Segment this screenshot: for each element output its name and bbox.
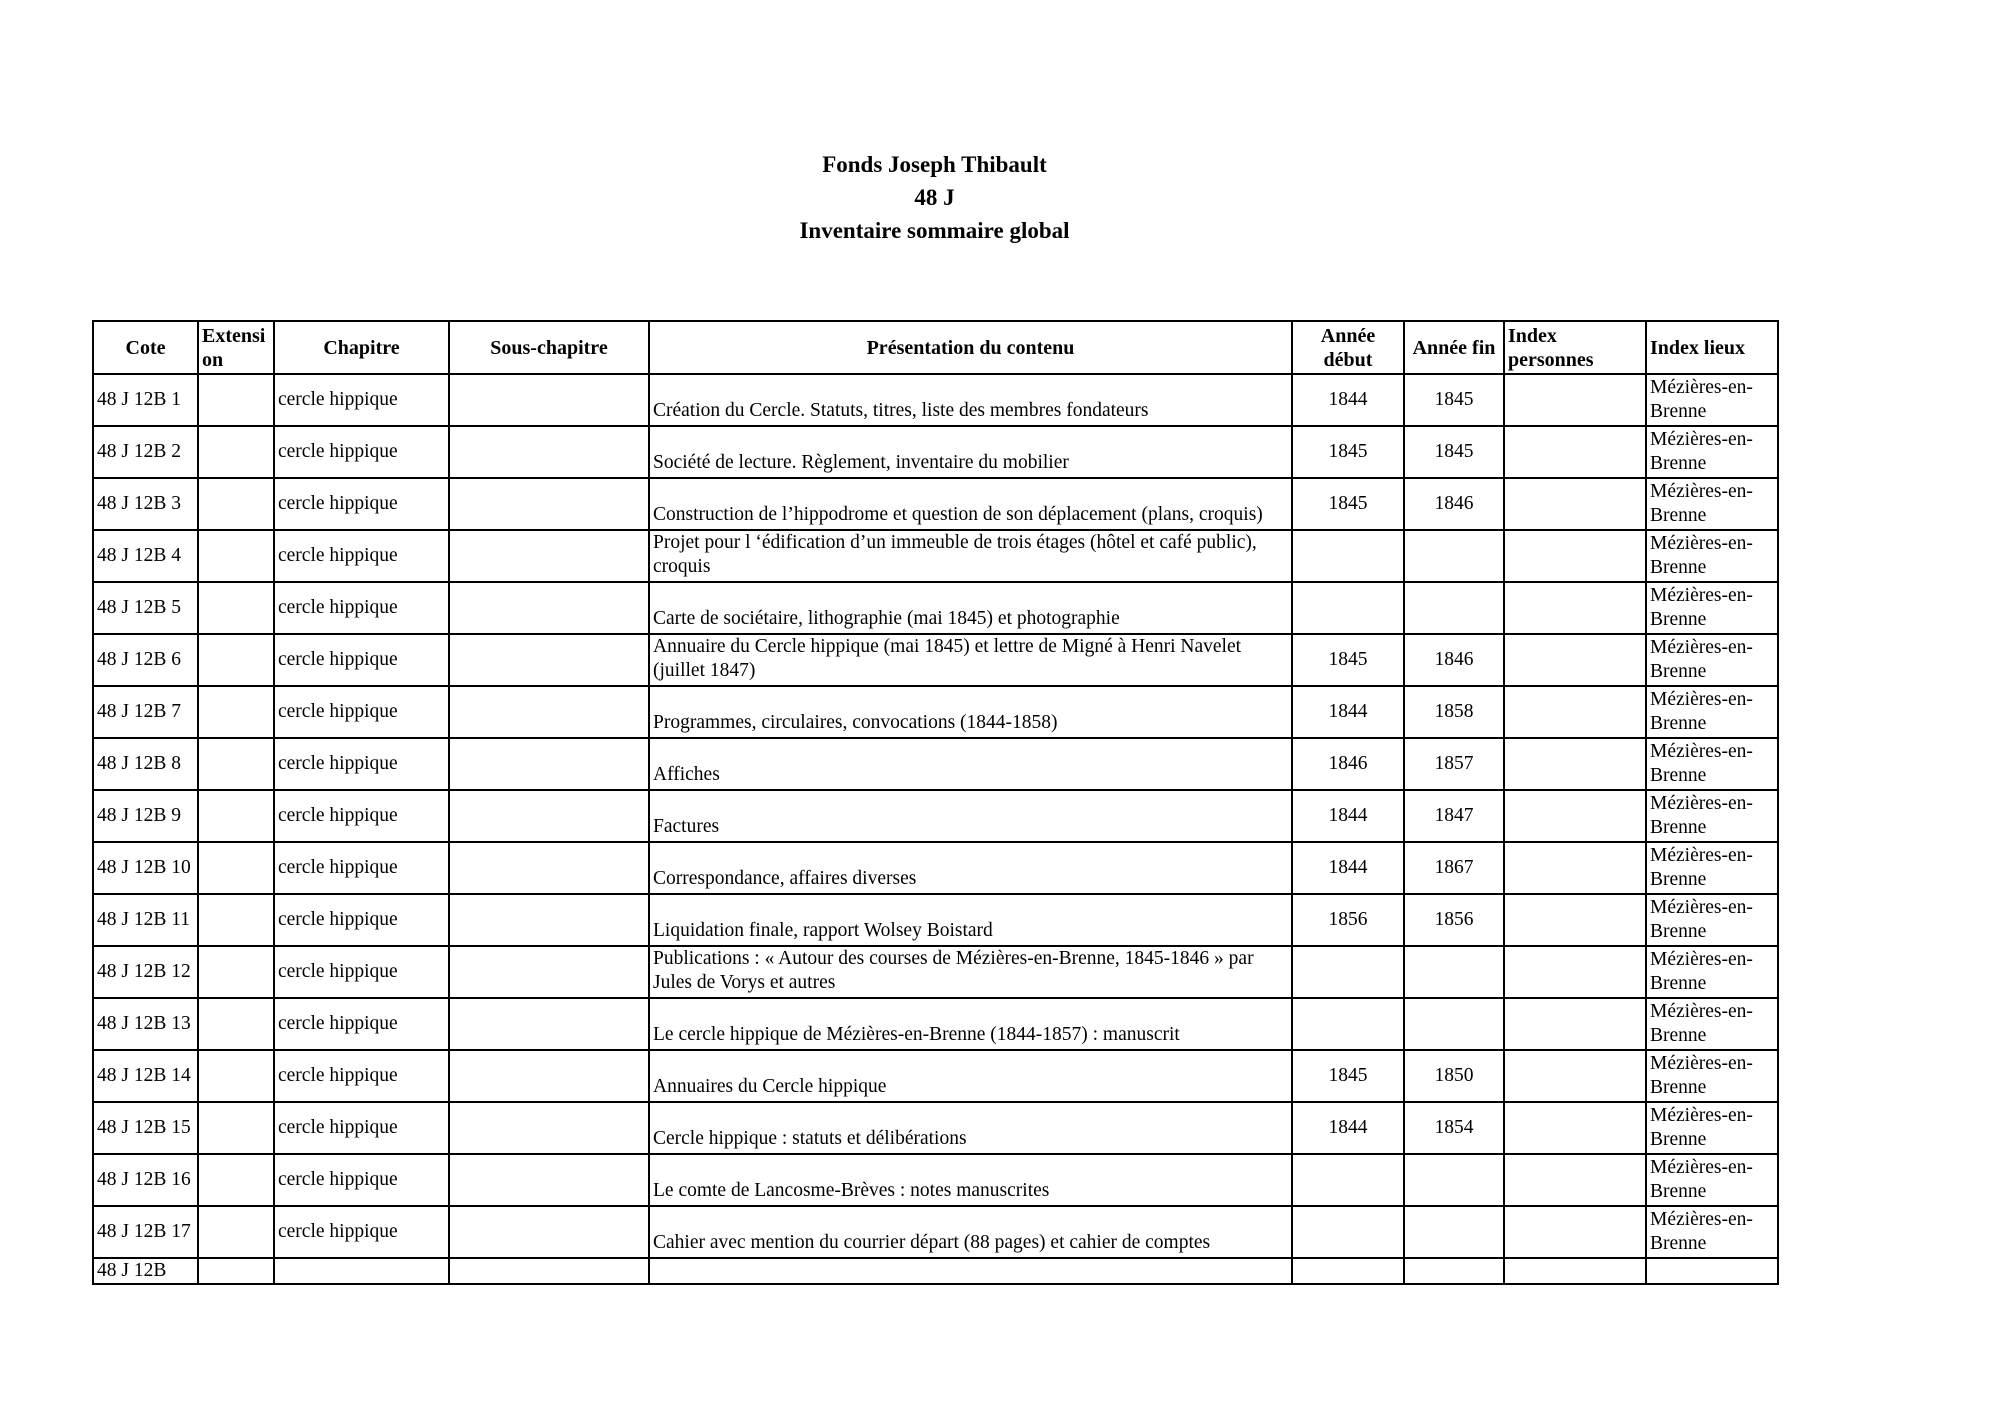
header-row [93, 321, 1778, 374]
cell-index-personnes [1504, 530, 1646, 582]
cell-index-lieux: Mézières-en-Brenne [1646, 1050, 1778, 1102]
cell-sous-chapitre [449, 582, 649, 634]
cell-index-personnes [1504, 374, 1646, 426]
cell-cote: 48 J 12B 11 [93, 894, 198, 946]
cell-sous-chapitre [449, 1206, 649, 1258]
cell-annee-debut [1292, 582, 1404, 634]
cell-index-personnes [1504, 1050, 1646, 1102]
cell-annee-fin: 1845 [1404, 374, 1504, 426]
cell-index-personnes [1504, 582, 1646, 634]
cell-presentation-du-contenu: Affiches [649, 738, 1292, 790]
document-title [92, 148, 1777, 247]
cell-cote: 48 J 12B 9 [93, 790, 198, 842]
cell-index-lieux: Mézières-en-Brenne [1646, 582, 1778, 634]
cell-index-personnes [1504, 1102, 1646, 1154]
cell-extension [198, 842, 274, 894]
cell-index-lieux: Mézières-en-Brenne [1646, 842, 1778, 894]
table-row [93, 530, 1778, 582]
cell-sous-chapitre [449, 426, 649, 478]
table-row [93, 582, 1778, 634]
cell-annee-debut [1292, 998, 1404, 1050]
cell-cote: 48 J 12B 10 [93, 842, 198, 894]
cell-annee-fin: 1845 [1404, 426, 1504, 478]
cell-index-personnes [1504, 634, 1646, 686]
document-title-line-3: Inventaire sommaire global [799, 218, 1070, 243]
cell-chapitre: cercle hippique [274, 1154, 449, 1206]
cell-cote: 48 J 12B 6 [93, 634, 198, 686]
cell-chapitre: cercle hippique [274, 530, 449, 582]
cell-index-lieux: Mézières-en-Brenne [1646, 1206, 1778, 1258]
inventory-table [92, 320, 1779, 1285]
cell-index-personnes [1504, 738, 1646, 790]
cell-sous-chapitre [449, 374, 649, 426]
cell-chapitre: cercle hippique [274, 426, 449, 478]
table-row [93, 998, 1778, 1050]
cell-cote: 48 J 12B 15 [93, 1102, 198, 1154]
cell-extension [198, 998, 274, 1050]
cell-index-personnes [1504, 894, 1646, 946]
cell-presentation-du-contenu: Publications : « Autour des courses de Mézières-en-Brenne, 1845-1846 » par Jules de Vorys et autres [649, 946, 1292, 998]
cell-annee-fin [1404, 998, 1504, 1050]
table-row [93, 946, 1778, 998]
cell-extension [198, 1050, 274, 1102]
cell-presentation-du-contenu: Factures [649, 790, 1292, 842]
column-header-extension: Extension [198, 321, 274, 374]
cell-annee-debut: 1844 [1292, 374, 1404, 426]
cell-cote: 48 J 12B 3 [93, 478, 198, 530]
table-row [93, 790, 1778, 842]
cell-extension [198, 1258, 274, 1284]
cell-annee-fin [1404, 530, 1504, 582]
cell-presentation-du-contenu: Liquidation finale, rapport Wolsey Boistard [649, 894, 1292, 946]
cell-annee-debut: 1844 [1292, 790, 1404, 842]
cell-chapitre: cercle hippique [274, 1050, 449, 1102]
cell-extension [198, 738, 274, 790]
table-row [93, 634, 1778, 686]
cell-annee-fin: 1850 [1404, 1050, 1504, 1102]
cell-chapitre: cercle hippique [274, 998, 449, 1050]
cell-sous-chapitre [449, 998, 649, 1050]
cell-index-lieux: Mézières-en-Brenne [1646, 374, 1778, 426]
cell-cote: 48 J 12B 4 [93, 530, 198, 582]
column-header-index-lieux: Index lieux [1646, 321, 1778, 374]
cell-annee-fin [1404, 1154, 1504, 1206]
cell-cote: 48 J 12B 8 [93, 738, 198, 790]
cell-presentation-du-contenu [649, 1258, 1292, 1284]
cell-chapitre: cercle hippique [274, 790, 449, 842]
column-header-presentation-du-contenu: Présentation du contenu [649, 321, 1292, 374]
cell-presentation-du-contenu: Construction de l’hippodrome et question de son déplacement (plans, croquis) [649, 478, 1292, 530]
cell-sous-chapitre [449, 894, 649, 946]
cell-index-personnes [1504, 478, 1646, 530]
cell-extension [198, 790, 274, 842]
table-row [93, 1154, 1778, 1206]
cell-annee-fin: 1846 [1404, 478, 1504, 530]
cell-index-lieux: Mézières-en-Brenne [1646, 1102, 1778, 1154]
cell-annee-fin: 1857 [1404, 738, 1504, 790]
cell-annee-debut: 1845 [1292, 1050, 1404, 1102]
cell-annee-debut: 1846 [1292, 738, 1404, 790]
cell-sous-chapitre [449, 686, 649, 738]
cell-presentation-du-contenu: Programmes, circulaires, convocations (1844-1858) [649, 686, 1292, 738]
cell-annee-fin [1404, 1258, 1504, 1284]
cell-sous-chapitre [449, 1050, 649, 1102]
cell-index-personnes [1504, 998, 1646, 1050]
cell-extension [198, 426, 274, 478]
cell-index-lieux: Mézières-en-Brenne [1646, 998, 1778, 1050]
cell-chapitre: cercle hippique [274, 1206, 449, 1258]
cell-presentation-du-contenu: Création du Cercle. Statuts, titres, liste des membres fondateurs [649, 374, 1292, 426]
column-header-index-personnes: Index personnes [1504, 321, 1646, 374]
cell-index-lieux [1646, 1258, 1778, 1284]
cell-extension [198, 1102, 274, 1154]
cell-extension [198, 946, 274, 998]
table-row [93, 1102, 1778, 1154]
cell-cote: 48 J 12B 12 [93, 946, 198, 998]
cell-annee-debut: 1845 [1292, 634, 1404, 686]
cell-annee-debut: 1845 [1292, 478, 1404, 530]
cell-index-personnes [1504, 1258, 1646, 1284]
inventory-table-header [93, 321, 1778, 374]
cell-annee-fin [1404, 946, 1504, 998]
table-row [93, 894, 1778, 946]
cell-annee-fin [1404, 1206, 1504, 1258]
table-row [93, 842, 1778, 894]
cell-index-lieux: Mézières-en-Brenne [1646, 530, 1778, 582]
table-row [93, 426, 1778, 478]
cell-sous-chapitre [449, 634, 649, 686]
cell-annee-debut: 1844 [1292, 842, 1404, 894]
cell-annee-debut: 1856 [1292, 894, 1404, 946]
cell-index-lieux: Mézières-en-Brenne [1646, 894, 1778, 946]
cell-extension [198, 1206, 274, 1258]
cell-cote: 48 J 12B 13 [93, 998, 198, 1050]
cell-chapitre: cercle hippique [274, 634, 449, 686]
cell-sous-chapitre [449, 478, 649, 530]
column-header-cote: Cote [93, 321, 198, 374]
cell-cote: 48 J 12B [93, 1258, 198, 1284]
cell-cote: 48 J 12B 1 [93, 374, 198, 426]
cell-annee-fin: 1847 [1404, 790, 1504, 842]
cell-presentation-du-contenu: Projet pour l ‘édification d’un immeuble de trois étages (hôtel et café public), croquis [649, 530, 1292, 582]
cell-cote: 48 J 12B 7 [93, 686, 198, 738]
column-header-chapitre: Chapitre [274, 321, 449, 374]
cell-presentation-du-contenu: Société de lecture. Règlement, inventaire du mobilier [649, 426, 1292, 478]
cell-index-lieux: Mézières-en-Brenne [1646, 426, 1778, 478]
cell-extension [198, 374, 274, 426]
cell-cote: 48 J 12B 17 [93, 1206, 198, 1258]
cell-annee-fin: 1854 [1404, 1102, 1504, 1154]
cell-annee-debut: 1845 [1292, 426, 1404, 478]
cell-sous-chapitre [449, 1102, 649, 1154]
cell-index-lieux: Mézières-en-Brenne [1646, 686, 1778, 738]
cell-extension [198, 894, 274, 946]
cell-index-lieux: Mézières-en-Brenne [1646, 634, 1778, 686]
table-row [93, 478, 1778, 530]
cell-index-personnes [1504, 426, 1646, 478]
cell-chapitre: cercle hippique [274, 738, 449, 790]
cell-index-personnes [1504, 1154, 1646, 1206]
cell-chapitre: cercle hippique [274, 478, 449, 530]
cell-chapitre: cercle hippique [274, 374, 449, 426]
cell-cote: 48 J 12B 14 [93, 1050, 198, 1102]
cell-presentation-du-contenu: Cercle hippique : statuts et délibérations [649, 1102, 1292, 1154]
cell-chapitre [274, 1258, 449, 1284]
cell-index-lieux: Mézières-en-Brenne [1646, 738, 1778, 790]
cell-sous-chapitre [449, 790, 649, 842]
cell-cote: 48 J 12B 2 [93, 426, 198, 478]
cell-sous-chapitre [449, 738, 649, 790]
cell-extension [198, 530, 274, 582]
table-row [93, 738, 1778, 790]
table-row [93, 1258, 1778, 1284]
cell-annee-fin: 1858 [1404, 686, 1504, 738]
column-header-sous-chapitre: Sous-chapitre [449, 321, 649, 374]
cell-sous-chapitre [449, 1258, 649, 1284]
cell-chapitre: cercle hippique [274, 582, 449, 634]
cell-annee-fin: 1867 [1404, 842, 1504, 894]
cell-sous-chapitre [449, 530, 649, 582]
cell-annee-debut [1292, 946, 1404, 998]
document-title-line-2: 48 J [914, 185, 955, 210]
cell-index-personnes [1504, 842, 1646, 894]
cell-extension [198, 686, 274, 738]
cell-presentation-du-contenu: Le comte de Lancosme-Brèves : notes manuscrites [649, 1154, 1292, 1206]
cell-cote: 48 J 12B 5 [93, 582, 198, 634]
cell-extension [198, 582, 274, 634]
table-row [93, 1206, 1778, 1258]
cell-annee-fin: 1856 [1404, 894, 1504, 946]
cell-sous-chapitre [449, 946, 649, 998]
cell-index-lieux: Mézières-en-Brenne [1646, 790, 1778, 842]
cell-presentation-du-contenu: Correspondance, affaires diverses [649, 842, 1292, 894]
cell-index-lieux: Mézières-en-Brenne [1646, 1154, 1778, 1206]
cell-sous-chapitre [449, 842, 649, 894]
cell-chapitre: cercle hippique [274, 894, 449, 946]
cell-annee-debut: 1844 [1292, 686, 1404, 738]
cell-index-personnes [1504, 790, 1646, 842]
cell-presentation-du-contenu: Cahier avec mention du courrier départ (88 pages) et cahier de comptes [649, 1206, 1292, 1258]
cell-presentation-du-contenu: Carte de sociétaire, lithographie (mai 1845) et photographie [649, 582, 1292, 634]
cell-chapitre: cercle hippique [274, 946, 449, 998]
cell-extension [198, 1154, 274, 1206]
table-row [93, 1050, 1778, 1102]
cell-index-lieux: Mézières-en-Brenne [1646, 946, 1778, 998]
cell-presentation-du-contenu: Annuaires du Cercle hippique [649, 1050, 1292, 1102]
cell-index-personnes [1504, 946, 1646, 998]
cell-index-personnes [1504, 1206, 1646, 1258]
inventory-table-body [93, 374, 1778, 1284]
cell-index-personnes [1504, 686, 1646, 738]
document-title-line-1: Fonds Joseph Thibault [822, 152, 1047, 177]
cell-annee-debut [1292, 1258, 1404, 1284]
table-row [93, 686, 1778, 738]
cell-annee-fin: 1846 [1404, 634, 1504, 686]
cell-extension [198, 478, 274, 530]
column-header-annee-debut: Année début [1292, 321, 1404, 374]
cell-annee-debut [1292, 530, 1404, 582]
cell-presentation-du-contenu: Annuaire du Cercle hippique (mai 1845) et lettre de Migné à Henri Navelet (juillet 1847) [649, 634, 1292, 686]
cell-sous-chapitre [449, 1154, 649, 1206]
cell-presentation-du-contenu: Le cercle hippique de Mézières-en-Brenne (1844-1857) : manuscrit [649, 998, 1292, 1050]
cell-annee-debut: 1844 [1292, 1102, 1404, 1154]
cell-annee-debut [1292, 1206, 1404, 1258]
cell-chapitre: cercle hippique [274, 686, 449, 738]
cell-extension [198, 634, 274, 686]
cell-cote: 48 J 12B 16 [93, 1154, 198, 1206]
cell-index-lieux: Mézières-en-Brenne [1646, 478, 1778, 530]
cell-annee-debut [1292, 1154, 1404, 1206]
cell-chapitre: cercle hippique [274, 1102, 449, 1154]
table-row [93, 374, 1778, 426]
column-header-annee-fin: Année fin [1404, 321, 1504, 374]
cell-chapitre: cercle hippique [274, 842, 449, 894]
cell-annee-fin [1404, 582, 1504, 634]
